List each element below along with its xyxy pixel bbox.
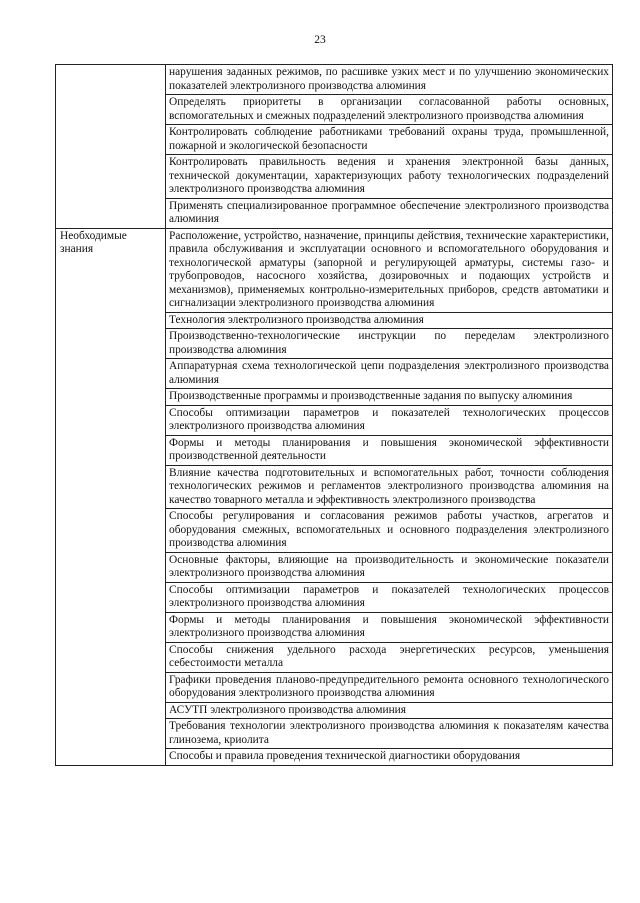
requirement-cell: Способы и правила проведения технической диагностики оборудования bbox=[166, 749, 613, 766]
requirement-cell: АСУТП электролизного производства алюминия bbox=[166, 702, 613, 719]
requirement-cell: Способы снижения удельного расхода энергетических ресурсов, уменьшения себестоимости металла bbox=[166, 642, 613, 672]
requirement-cell: Определять приоритеты в организации согласованной работы основных, вспомогательных и смежных подразделений электролизного производства алюминия bbox=[166, 95, 613, 125]
requirement-cell: Влияние качества подготовительных и вспомогательных работ, точности соблюдения технологических режимов и регламентов электролизного производства алюминия на качество товарного металла и эффективность электролизного производства bbox=[166, 465, 613, 509]
requirement-cell: Применять специализированное программное обеспечение электролизного производства алюминия bbox=[166, 198, 613, 228]
requirement-cell: Аппаратурная схема технологической цепи подразделения электролизного производства алюминия bbox=[166, 359, 613, 389]
table-row bbox=[56, 65, 613, 95]
category-cell bbox=[56, 65, 166, 229]
requirement-cell: Контролировать правильность ведения и хранения электронной базы данных, технической документации, характеризующих работу технологических подразделений электролизного производства алюминия bbox=[166, 155, 613, 199]
requirements-table bbox=[55, 64, 613, 766]
requirement-cell: нарушения заданных режимов, по расшивке узких мест и по улучшению экономических показателей электролизного производства алюминия bbox=[166, 65, 613, 95]
requirement-cell: Основные факторы, влияющие на производительность и экономические показатели электролизного производства алюминия bbox=[166, 552, 613, 582]
requirement-cell: Технология электролизного производства алюминия bbox=[166, 312, 613, 329]
category-cell: Необходимые знания bbox=[56, 228, 166, 765]
page-number: 23 bbox=[314, 34, 326, 46]
requirement-cell: Формы и методы планирования и повышения экономической эффективности производственной деятельности bbox=[166, 435, 613, 465]
table-row bbox=[56, 228, 613, 312]
requirement-cell: Способы оптимизации параметров и показателей технологических процессов электролизного производства алюминия bbox=[166, 582, 613, 612]
requirement-cell: Способы регулирования и согласования режимов работы участков, агрегатов и оборудования смежных, вспомогательных и основного подразделения электролизного производства алюминия bbox=[166, 509, 613, 553]
requirement-cell: Производственно-технологические инструкции по переделам электролизного производства алюминия bbox=[166, 329, 613, 359]
requirement-cell: Графики проведения планово-предупредительного ремонта основного технологического оборудования электролизного производства алюминия bbox=[166, 672, 613, 702]
requirement-cell: Контролировать соблюдение работниками требований охраны труда, промышленной, пожарной и экологической безопасности bbox=[166, 125, 613, 155]
requirement-cell: Требования технологии электролизного производства алюминия к показателям качества глинозема, криолита bbox=[166, 719, 613, 749]
requirement-cell: Производственные программы и производственные задания по выпуску алюминия bbox=[166, 389, 613, 406]
requirements-table-body bbox=[56, 65, 613, 766]
requirement-cell: Расположение, устройство, назначение, принципы действия, технические характеристики, правила обслуживания и эксплуатации основного и вспомогательного оборудования и технологической арматуры (запорной и регулирующей арматуры, системы газо- и трубопроводов, насосного хозяйства, дозировочных и подающих устройств и механизмов), применяемых контрольно-измерительных приборов, средств автоматики и сигнализации электролизного производства алюминия bbox=[166, 228, 613, 312]
requirement-cell: Формы и методы планирования и повышения экономической эффективности электролизного производства алюминия bbox=[166, 612, 613, 642]
requirement-cell: Способы оптимизации параметров и показателей технологических процессов электролизного производства алюминия bbox=[166, 405, 613, 435]
